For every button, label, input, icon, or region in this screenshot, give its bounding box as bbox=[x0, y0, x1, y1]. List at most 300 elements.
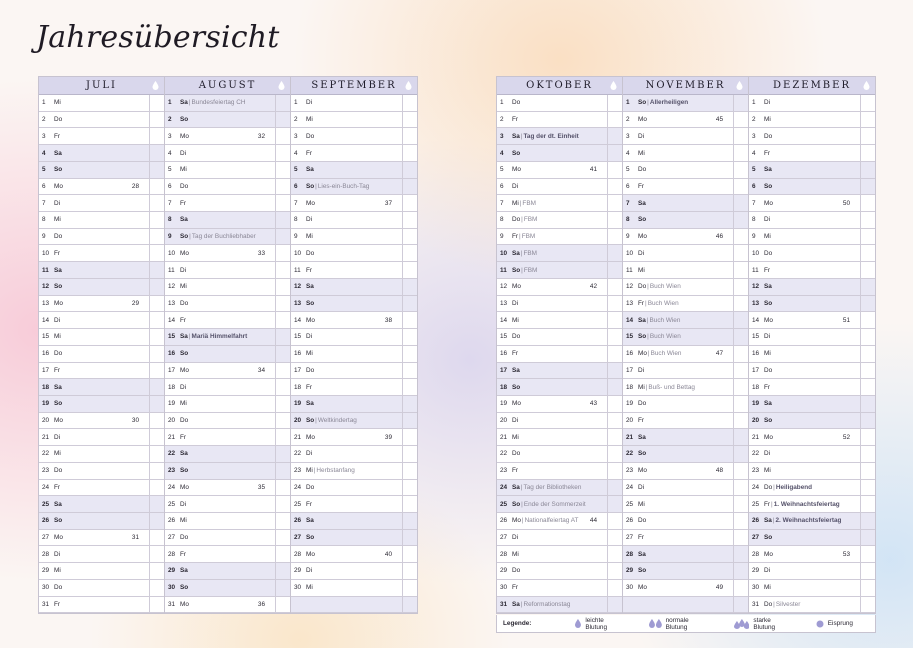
tracking-cell[interactable] bbox=[276, 179, 290, 195]
tracking-cell[interactable] bbox=[276, 463, 290, 479]
tracking-cell[interactable] bbox=[276, 496, 290, 512]
day-row[interactable] bbox=[749, 563, 875, 580]
day-entry[interactable] bbox=[39, 496, 150, 512]
day-entry[interactable] bbox=[39, 296, 150, 312]
day-entry[interactable] bbox=[165, 296, 276, 312]
tracking-cell[interactable] bbox=[861, 496, 875, 512]
day-row[interactable] bbox=[497, 229, 622, 246]
day-entry[interactable] bbox=[291, 229, 403, 245]
day-entry[interactable] bbox=[497, 530, 608, 546]
day-entry[interactable] bbox=[623, 312, 734, 328]
day-entry[interactable] bbox=[623, 563, 734, 579]
tracking-cell[interactable] bbox=[608, 496, 622, 512]
day-entry[interactable] bbox=[497, 212, 608, 228]
day-entry[interactable] bbox=[39, 580, 150, 596]
day-entry[interactable] bbox=[39, 162, 150, 178]
tracking-cell[interactable] bbox=[861, 346, 875, 362]
day-entry[interactable] bbox=[623, 112, 734, 128]
day-entry[interactable] bbox=[39, 145, 150, 161]
tracking-cell[interactable] bbox=[734, 229, 748, 245]
day-entry[interactable] bbox=[291, 296, 403, 312]
tracking-cell[interactable] bbox=[403, 580, 417, 596]
tracking-cell[interactable] bbox=[734, 212, 748, 228]
day-row[interactable] bbox=[749, 413, 875, 430]
day-row[interactable] bbox=[497, 379, 622, 396]
day-row[interactable] bbox=[623, 195, 748, 212]
day-row[interactable] bbox=[39, 530, 164, 547]
day-entry[interactable] bbox=[39, 546, 150, 562]
day-entry[interactable] bbox=[39, 329, 150, 345]
day-entry[interactable] bbox=[39, 396, 150, 412]
day-entry[interactable] bbox=[39, 530, 150, 546]
tracking-cell[interactable] bbox=[608, 95, 622, 111]
day-entry[interactable] bbox=[749, 279, 861, 295]
day-row[interactable] bbox=[623, 329, 748, 346]
day-entry[interactable] bbox=[165, 312, 276, 328]
day-entry[interactable] bbox=[165, 413, 276, 429]
day-row[interactable] bbox=[39, 496, 164, 513]
day-row[interactable] bbox=[623, 296, 748, 313]
day-row[interactable] bbox=[749, 329, 875, 346]
tracking-cell[interactable] bbox=[150, 229, 164, 245]
day-row[interactable] bbox=[291, 363, 417, 380]
tracking-cell[interactable] bbox=[734, 580, 748, 596]
day-entry[interactable] bbox=[749, 480, 861, 496]
day-entry[interactable] bbox=[291, 95, 403, 111]
day-row[interactable] bbox=[749, 279, 875, 296]
day-entry[interactable] bbox=[165, 346, 276, 362]
day-entry[interactable] bbox=[39, 379, 150, 395]
day-row[interactable] bbox=[497, 396, 622, 413]
tracking-cell[interactable] bbox=[861, 112, 875, 128]
day-entry[interactable] bbox=[497, 396, 608, 412]
day-entry[interactable] bbox=[497, 546, 608, 562]
day-row[interactable] bbox=[291, 346, 417, 363]
day-row[interactable] bbox=[497, 546, 622, 563]
tracking-cell[interactable] bbox=[276, 212, 290, 228]
day-entry[interactable] bbox=[291, 346, 403, 362]
day-row[interactable] bbox=[165, 530, 290, 547]
day-row[interactable] bbox=[291, 530, 417, 547]
day-entry[interactable] bbox=[497, 296, 608, 312]
day-entry[interactable] bbox=[623, 279, 734, 295]
day-entry[interactable] bbox=[749, 162, 861, 178]
tracking-cell[interactable] bbox=[734, 546, 748, 562]
day-entry[interactable] bbox=[39, 262, 150, 278]
day-row[interactable] bbox=[623, 496, 748, 513]
day-entry[interactable] bbox=[39, 112, 150, 128]
tracking-cell[interactable] bbox=[276, 128, 290, 144]
day-row[interactable] bbox=[291, 413, 417, 430]
tracking-cell[interactable] bbox=[276, 162, 290, 178]
day-entry[interactable] bbox=[291, 546, 403, 562]
tracking-cell[interactable] bbox=[403, 162, 417, 178]
tracking-cell[interactable] bbox=[403, 463, 417, 479]
day-row[interactable] bbox=[497, 530, 622, 547]
day-row[interactable] bbox=[39, 363, 164, 380]
day-row[interactable] bbox=[623, 112, 748, 129]
day-row[interactable] bbox=[623, 162, 748, 179]
tracking-cell[interactable] bbox=[861, 363, 875, 379]
day-entry[interactable] bbox=[749, 379, 861, 395]
tracking-cell[interactable] bbox=[608, 480, 622, 496]
day-entry[interactable] bbox=[291, 179, 403, 195]
day-row[interactable] bbox=[749, 446, 875, 463]
day-row[interactable] bbox=[165, 145, 290, 162]
day-entry[interactable] bbox=[291, 463, 403, 479]
day-entry[interactable] bbox=[165, 563, 276, 579]
tracking-cell[interactable] bbox=[861, 179, 875, 195]
tracking-cell[interactable] bbox=[276, 195, 290, 211]
day-row[interactable] bbox=[749, 95, 875, 112]
tracking-cell[interactable] bbox=[276, 429, 290, 445]
day-row[interactable] bbox=[291, 480, 417, 497]
tracking-cell[interactable] bbox=[150, 379, 164, 395]
tracking-cell[interactable] bbox=[861, 446, 875, 462]
day-row[interactable] bbox=[39, 480, 164, 497]
day-entry[interactable] bbox=[749, 413, 861, 429]
tracking-cell[interactable] bbox=[608, 162, 622, 178]
day-row[interactable] bbox=[165, 546, 290, 563]
tracking-cell[interactable] bbox=[403, 262, 417, 278]
day-entry[interactable] bbox=[623, 162, 734, 178]
tracking-cell[interactable] bbox=[403, 496, 417, 512]
day-row[interactable] bbox=[749, 212, 875, 229]
day-row[interactable] bbox=[39, 446, 164, 463]
day-entry[interactable] bbox=[623, 346, 734, 362]
tracking-cell[interactable] bbox=[150, 329, 164, 345]
tracking-cell[interactable] bbox=[150, 597, 164, 613]
day-entry[interactable] bbox=[165, 179, 276, 195]
day-row[interactable] bbox=[291, 463, 417, 480]
day-entry[interactable] bbox=[749, 363, 861, 379]
day-row[interactable] bbox=[749, 530, 875, 547]
day-row[interactable] bbox=[165, 513, 290, 530]
day-row[interactable] bbox=[39, 162, 164, 179]
day-row[interactable] bbox=[497, 262, 622, 279]
day-row[interactable] bbox=[497, 346, 622, 363]
day-entry[interactable] bbox=[497, 513, 608, 529]
day-entry[interactable] bbox=[497, 262, 608, 278]
day-row[interactable] bbox=[39, 312, 164, 329]
day-entry[interactable] bbox=[165, 480, 276, 496]
tracking-cell[interactable] bbox=[608, 513, 622, 529]
tracking-cell[interactable] bbox=[861, 229, 875, 245]
day-entry[interactable] bbox=[749, 179, 861, 195]
tracking-cell[interactable] bbox=[150, 463, 164, 479]
tracking-cell[interactable] bbox=[861, 95, 875, 111]
tracking-cell[interactable] bbox=[150, 145, 164, 161]
tracking-cell[interactable] bbox=[608, 597, 622, 613]
day-row[interactable] bbox=[165, 262, 290, 279]
day-entry[interactable] bbox=[497, 162, 608, 178]
tracking-cell[interactable] bbox=[734, 346, 748, 362]
tracking-cell[interactable] bbox=[276, 229, 290, 245]
tracking-cell[interactable] bbox=[861, 329, 875, 345]
day-entry[interactable] bbox=[749, 396, 861, 412]
day-entry[interactable] bbox=[749, 446, 861, 462]
day-entry[interactable] bbox=[497, 329, 608, 345]
tracking-cell[interactable] bbox=[861, 128, 875, 144]
day-entry[interactable] bbox=[749, 429, 861, 445]
tracking-cell[interactable] bbox=[734, 279, 748, 295]
day-row[interactable] bbox=[165, 229, 290, 246]
day-entry[interactable] bbox=[497, 429, 608, 445]
day-row[interactable] bbox=[39, 396, 164, 413]
tracking-cell[interactable] bbox=[276, 563, 290, 579]
tracking-cell[interactable] bbox=[608, 563, 622, 579]
day-row[interactable] bbox=[623, 379, 748, 396]
day-row[interactable] bbox=[497, 496, 622, 513]
tracking-cell[interactable] bbox=[403, 112, 417, 128]
day-row[interactable] bbox=[749, 396, 875, 413]
tracking-cell[interactable] bbox=[608, 429, 622, 445]
day-row[interactable] bbox=[165, 429, 290, 446]
day-row[interactable] bbox=[39, 413, 164, 430]
day-row[interactable] bbox=[497, 279, 622, 296]
tracking-cell[interactable] bbox=[608, 363, 622, 379]
day-entry[interactable] bbox=[39, 480, 150, 496]
day-row[interactable] bbox=[39, 112, 164, 129]
day-entry[interactable] bbox=[39, 229, 150, 245]
tracking-cell[interactable] bbox=[403, 195, 417, 211]
day-row[interactable] bbox=[165, 245, 290, 262]
day-row[interactable] bbox=[291, 279, 417, 296]
empty-day-row[interactable] bbox=[623, 597, 748, 614]
day-row[interactable] bbox=[165, 346, 290, 363]
tracking-cell[interactable] bbox=[734, 496, 748, 512]
day-row[interactable] bbox=[165, 95, 290, 112]
day-row[interactable] bbox=[291, 329, 417, 346]
day-row[interactable] bbox=[39, 95, 164, 112]
day-entry[interactable] bbox=[749, 195, 861, 211]
tracking-cell[interactable] bbox=[150, 112, 164, 128]
day-entry[interactable] bbox=[497, 480, 608, 496]
tracking-cell[interactable] bbox=[150, 212, 164, 228]
tracking-cell[interactable] bbox=[150, 396, 164, 412]
day-row[interactable] bbox=[497, 563, 622, 580]
day-row[interactable] bbox=[497, 195, 622, 212]
day-row[interactable] bbox=[749, 145, 875, 162]
day-entry[interactable] bbox=[749, 262, 861, 278]
tracking-cell[interactable] bbox=[734, 446, 748, 462]
tracking-cell[interactable] bbox=[150, 363, 164, 379]
tracking-cell[interactable] bbox=[403, 279, 417, 295]
day-row[interactable] bbox=[497, 95, 622, 112]
tracking-cell[interactable] bbox=[861, 212, 875, 228]
tracking-cell[interactable] bbox=[150, 128, 164, 144]
tracking-cell[interactable] bbox=[150, 563, 164, 579]
day-row[interactable] bbox=[165, 379, 290, 396]
day-entry[interactable] bbox=[165, 262, 276, 278]
day-row[interactable] bbox=[623, 546, 748, 563]
tracking-cell[interactable] bbox=[150, 530, 164, 546]
day-entry[interactable] bbox=[165, 95, 276, 111]
day-row[interactable] bbox=[291, 312, 417, 329]
tracking-cell[interactable] bbox=[861, 396, 875, 412]
day-entry[interactable] bbox=[165, 396, 276, 412]
day-entry[interactable] bbox=[623, 496, 734, 512]
day-row[interactable] bbox=[291, 496, 417, 513]
day-entry[interactable] bbox=[291, 195, 403, 211]
day-entry[interactable] bbox=[623, 396, 734, 412]
day-entry[interactable] bbox=[623, 262, 734, 278]
day-entry[interactable] bbox=[497, 496, 608, 512]
tracking-cell[interactable] bbox=[861, 245, 875, 261]
tracking-cell[interactable] bbox=[608, 279, 622, 295]
day-row[interactable] bbox=[623, 396, 748, 413]
day-row[interactable] bbox=[623, 128, 748, 145]
day-entry[interactable] bbox=[749, 212, 861, 228]
day-entry[interactable] bbox=[623, 95, 734, 111]
tracking-cell[interactable] bbox=[150, 446, 164, 462]
tracking-cell[interactable] bbox=[608, 413, 622, 429]
day-row[interactable] bbox=[749, 128, 875, 145]
tracking-cell[interactable] bbox=[608, 212, 622, 228]
day-entry[interactable] bbox=[497, 245, 608, 261]
tracking-cell[interactable] bbox=[276, 413, 290, 429]
day-entry[interactable] bbox=[39, 95, 150, 111]
day-entry[interactable] bbox=[291, 262, 403, 278]
day-entry[interactable] bbox=[497, 446, 608, 462]
day-row[interactable] bbox=[749, 379, 875, 396]
day-row[interactable] bbox=[749, 229, 875, 246]
day-entry[interactable] bbox=[497, 195, 608, 211]
day-entry[interactable] bbox=[291, 413, 403, 429]
day-row[interactable] bbox=[39, 379, 164, 396]
tracking-cell[interactable] bbox=[608, 530, 622, 546]
tracking-cell[interactable] bbox=[861, 480, 875, 496]
day-entry[interactable] bbox=[165, 580, 276, 596]
tracking-cell[interactable] bbox=[608, 229, 622, 245]
day-row[interactable] bbox=[291, 379, 417, 396]
tracking-cell[interactable] bbox=[608, 346, 622, 362]
tracking-cell[interactable] bbox=[734, 145, 748, 161]
day-row[interactable] bbox=[623, 179, 748, 196]
tracking-cell[interactable] bbox=[608, 379, 622, 395]
day-entry[interactable] bbox=[165, 513, 276, 529]
tracking-cell[interactable] bbox=[734, 563, 748, 579]
tracking-cell[interactable] bbox=[861, 429, 875, 445]
tracking-cell[interactable] bbox=[276, 546, 290, 562]
day-entry[interactable] bbox=[749, 597, 861, 613]
tracking-cell[interactable] bbox=[734, 413, 748, 429]
day-entry[interactable] bbox=[623, 530, 734, 546]
day-row[interactable] bbox=[291, 296, 417, 313]
day-entry[interactable] bbox=[39, 312, 150, 328]
day-entry[interactable] bbox=[165, 363, 276, 379]
tracking-cell[interactable] bbox=[403, 296, 417, 312]
day-entry[interactable] bbox=[623, 229, 734, 245]
day-entry[interactable] bbox=[291, 245, 403, 261]
day-row[interactable] bbox=[497, 446, 622, 463]
tracking-cell[interactable] bbox=[608, 312, 622, 328]
day-entry[interactable] bbox=[291, 496, 403, 512]
day-entry[interactable] bbox=[39, 279, 150, 295]
day-entry[interactable] bbox=[165, 112, 276, 128]
day-entry[interactable] bbox=[623, 245, 734, 261]
day-row[interactable] bbox=[749, 513, 875, 530]
tracking-cell[interactable] bbox=[403, 128, 417, 144]
day-entry[interactable] bbox=[497, 463, 608, 479]
day-row[interactable] bbox=[623, 580, 748, 597]
tracking-cell[interactable] bbox=[734, 112, 748, 128]
day-entry[interactable] bbox=[497, 128, 608, 144]
day-entry[interactable] bbox=[39, 195, 150, 211]
day-entry[interactable] bbox=[623, 463, 734, 479]
tracking-cell[interactable] bbox=[403, 530, 417, 546]
day-entry[interactable] bbox=[623, 179, 734, 195]
day-entry[interactable] bbox=[291, 162, 403, 178]
day-row[interactable] bbox=[165, 396, 290, 413]
tracking-cell[interactable] bbox=[150, 480, 164, 496]
tracking-cell[interactable] bbox=[276, 363, 290, 379]
day-entry[interactable] bbox=[165, 145, 276, 161]
tracking-cell[interactable] bbox=[276, 480, 290, 496]
day-entry[interactable] bbox=[497, 597, 608, 613]
day-row[interactable] bbox=[165, 563, 290, 580]
empty-day-row[interactable] bbox=[291, 597, 417, 614]
day-row[interactable] bbox=[623, 212, 748, 229]
tracking-cell[interactable] bbox=[734, 530, 748, 546]
day-row[interactable] bbox=[39, 546, 164, 563]
day-entry[interactable] bbox=[749, 229, 861, 245]
day-entry[interactable] bbox=[39, 413, 150, 429]
tracking-cell[interactable] bbox=[608, 112, 622, 128]
tracking-cell[interactable] bbox=[403, 312, 417, 328]
day-entry[interactable] bbox=[165, 195, 276, 211]
tracking-cell[interactable] bbox=[861, 513, 875, 529]
day-row[interactable] bbox=[165, 597, 290, 614]
tracking-cell[interactable] bbox=[276, 513, 290, 529]
day-entry[interactable] bbox=[749, 463, 861, 479]
day-row[interactable] bbox=[623, 513, 748, 530]
day-row[interactable] bbox=[291, 580, 417, 597]
day-row[interactable] bbox=[165, 463, 290, 480]
day-row[interactable] bbox=[497, 245, 622, 262]
tracking-cell[interactable] bbox=[150, 429, 164, 445]
day-row[interactable] bbox=[623, 279, 748, 296]
tracking-cell[interactable] bbox=[150, 546, 164, 562]
tracking-cell[interactable] bbox=[861, 195, 875, 211]
day-row[interactable] bbox=[39, 179, 164, 196]
day-entry[interactable] bbox=[291, 363, 403, 379]
day-row[interactable] bbox=[39, 245, 164, 262]
day-row[interactable] bbox=[749, 496, 875, 513]
tracking-cell[interactable] bbox=[150, 245, 164, 261]
tracking-cell[interactable] bbox=[403, 513, 417, 529]
tracking-cell[interactable] bbox=[608, 463, 622, 479]
day-entry[interactable] bbox=[749, 329, 861, 345]
tracking-cell[interactable] bbox=[734, 480, 748, 496]
day-entry[interactable] bbox=[749, 530, 861, 546]
day-entry[interactable] bbox=[749, 563, 861, 579]
day-entry[interactable] bbox=[291, 396, 403, 412]
day-row[interactable] bbox=[165, 179, 290, 196]
day-entry[interactable] bbox=[497, 112, 608, 128]
tracking-cell[interactable] bbox=[276, 245, 290, 261]
tracking-cell[interactable] bbox=[608, 296, 622, 312]
tracking-cell[interactable] bbox=[861, 279, 875, 295]
tracking-cell[interactable] bbox=[608, 396, 622, 412]
day-entry[interactable] bbox=[497, 312, 608, 328]
day-row[interactable] bbox=[291, 179, 417, 196]
day-row[interactable] bbox=[165, 279, 290, 296]
tracking-cell[interactable] bbox=[276, 597, 290, 613]
day-row[interactable] bbox=[497, 329, 622, 346]
tracking-cell[interactable] bbox=[734, 262, 748, 278]
day-entry[interactable] bbox=[291, 279, 403, 295]
